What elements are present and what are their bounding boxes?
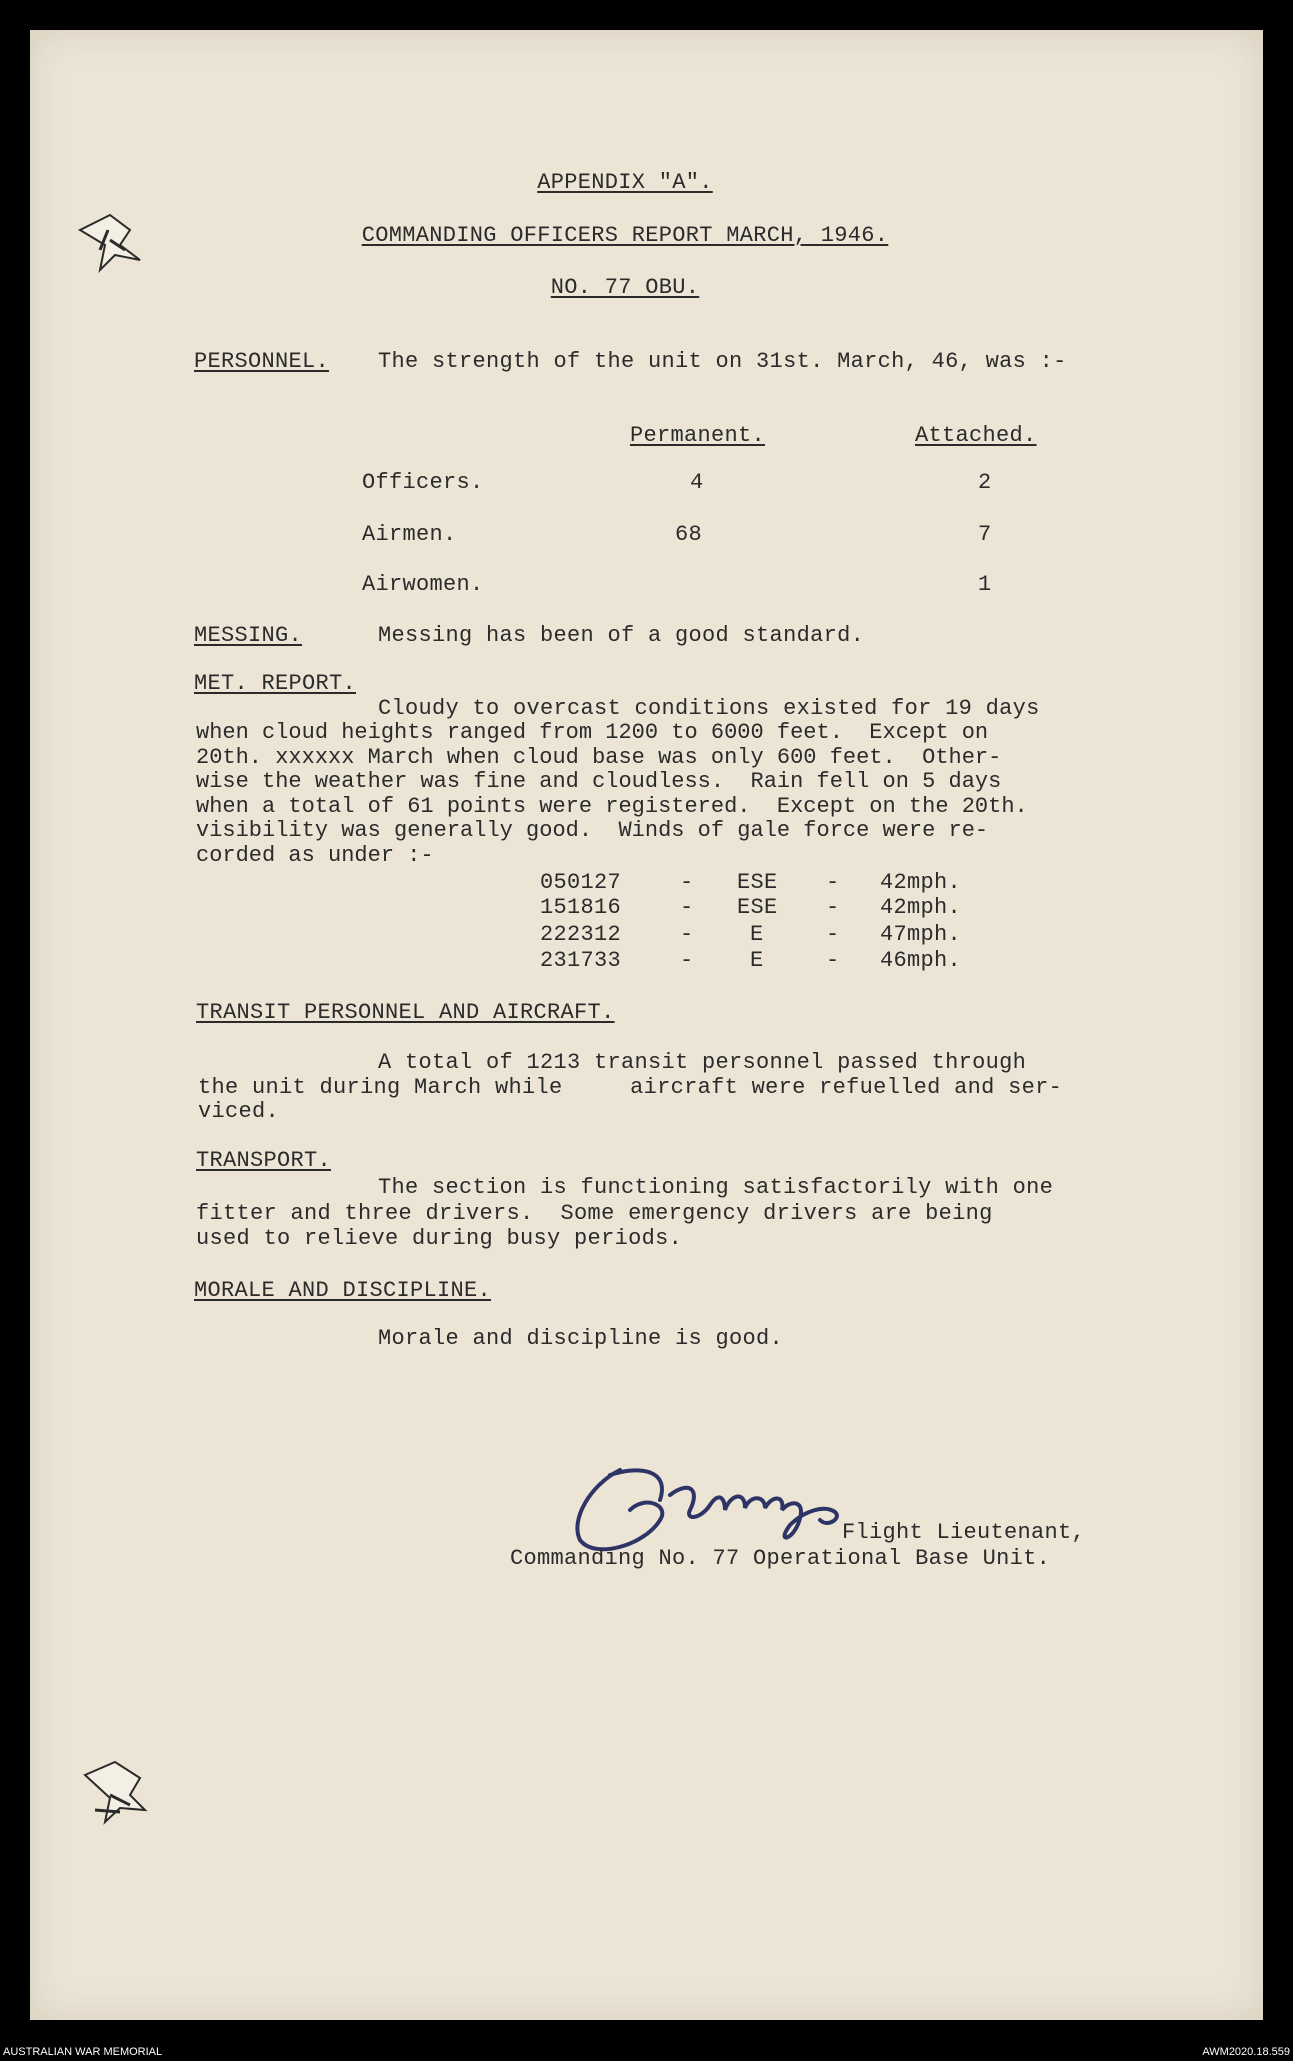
footer-right-label: AWM2020.18.559 [1202, 2046, 1290, 2058]
wind-time: 050127 [540, 870, 622, 895]
wind-direction: ESE [737, 870, 778, 895]
wind-speed: 42mph. [880, 870, 962, 895]
wind-direction: E [750, 922, 764, 947]
wind-dash: - [680, 922, 694, 947]
met-report-line: corded as under :- [196, 842, 434, 868]
met-report-line: 20th. xxxxxx March when cloud base was only 600 feet. Other- [196, 744, 1002, 770]
met-report-line: when cloud heights ranged from 1200 to 6000 feet. Except on [196, 720, 989, 745]
wind-dash: - [680, 870, 694, 895]
met-report-heading: MET. REPORT. [194, 671, 357, 696]
personnel-heading: PERSONNEL. [194, 349, 330, 374]
row-airwomen-attached: 1 [978, 572, 992, 597]
wind-time: 151816 [540, 895, 622, 920]
wind-dash: - [826, 948, 840, 973]
row-airmen-label: Airmen. [362, 522, 457, 547]
row-airmen-attached: 7 [978, 522, 992, 547]
messing-heading: MESSING. [194, 623, 303, 648]
met-report-body [196, 721, 1156, 868]
met-report-line: Cloudy to overcast conditions existed for 19 days [378, 696, 1040, 721]
signatory-rank: Flight Lieutenant, [842, 1520, 1086, 1545]
personnel-intro: The strength of the unit on 31st. March, 46, was :- [378, 349, 1067, 374]
footer-left-label: AUSTRALIAN WAR MEMORIAL [3, 2046, 163, 2058]
wind-direction: E [750, 948, 764, 973]
met-report-line: when a total of 61 points were registered. Except on the 20th. [196, 793, 1028, 819]
wind-dash: - [826, 922, 840, 947]
row-airmen-permanent: 68 [675, 522, 703, 547]
wind-dash: - [680, 948, 694, 973]
met-report-line: wise the weather was fine and cloudless. Rain fell on 5 days [196, 769, 1002, 794]
wind-time: 222312 [540, 922, 622, 947]
appendix-title: APPENDIX "A". [537, 170, 713, 195]
row-officers-permanent: 4 [690, 470, 704, 495]
unit-title: NO. 77 OBU. [550, 275, 700, 300]
wind-dash: - [680, 895, 694, 920]
signatory-position: Commanding No. 77 Operational Base Unit. [510, 1546, 1051, 1571]
wind-speed: 46mph. [880, 948, 962, 973]
col-permanent-header: Permanent. [630, 423, 766, 448]
wind-speed: 42mph. [880, 895, 962, 920]
col-attached-header: Attached. [915, 423, 1037, 448]
torn-edge-bottom [70, 1750, 160, 1830]
row-officers-label: Officers. [362, 470, 484, 495]
morale-text: Morale and discipline is good. [378, 1326, 784, 1351]
wind-dash: - [826, 870, 840, 895]
transit-line: the unit during March while aircraft were refuelled and ser- [198, 1075, 1063, 1100]
transit-line: A total of 1213 transit personnel passed through [378, 1050, 1027, 1075]
wind-direction: ESE [737, 895, 778, 920]
wind-dash: - [826, 895, 840, 920]
transport-line: used to relieve during busy periods. [196, 1226, 683, 1251]
transit-line: viced. [198, 1099, 280, 1124]
row-officers-attached: 2 [978, 470, 992, 495]
met-report-line: visibility was generally good. Winds of gale force were re- [196, 818, 989, 843]
transport-line: fitter and three drivers. Some emergency drivers are being [196, 1201, 993, 1226]
row-airwomen-label: Airwomen. [362, 572, 484, 597]
messing-text: Messing has been of a good standard. [378, 623, 865, 648]
wind-time: 231733 [540, 948, 622, 973]
wind-speed: 47mph. [880, 922, 962, 947]
transit-heading: TRANSIT PERSONNEL AND AIRCRAFT. [196, 1000, 615, 1025]
report-title: COMMANDING OFFICERS REPORT MARCH, 1946. [361, 223, 889, 248]
transport-line: The section is functioning satisfactorily with one [378, 1175, 1054, 1200]
morale-heading: MORALE AND DISCIPLINE. [194, 1278, 492, 1303]
transport-heading: TRANSPORT. [196, 1148, 332, 1173]
